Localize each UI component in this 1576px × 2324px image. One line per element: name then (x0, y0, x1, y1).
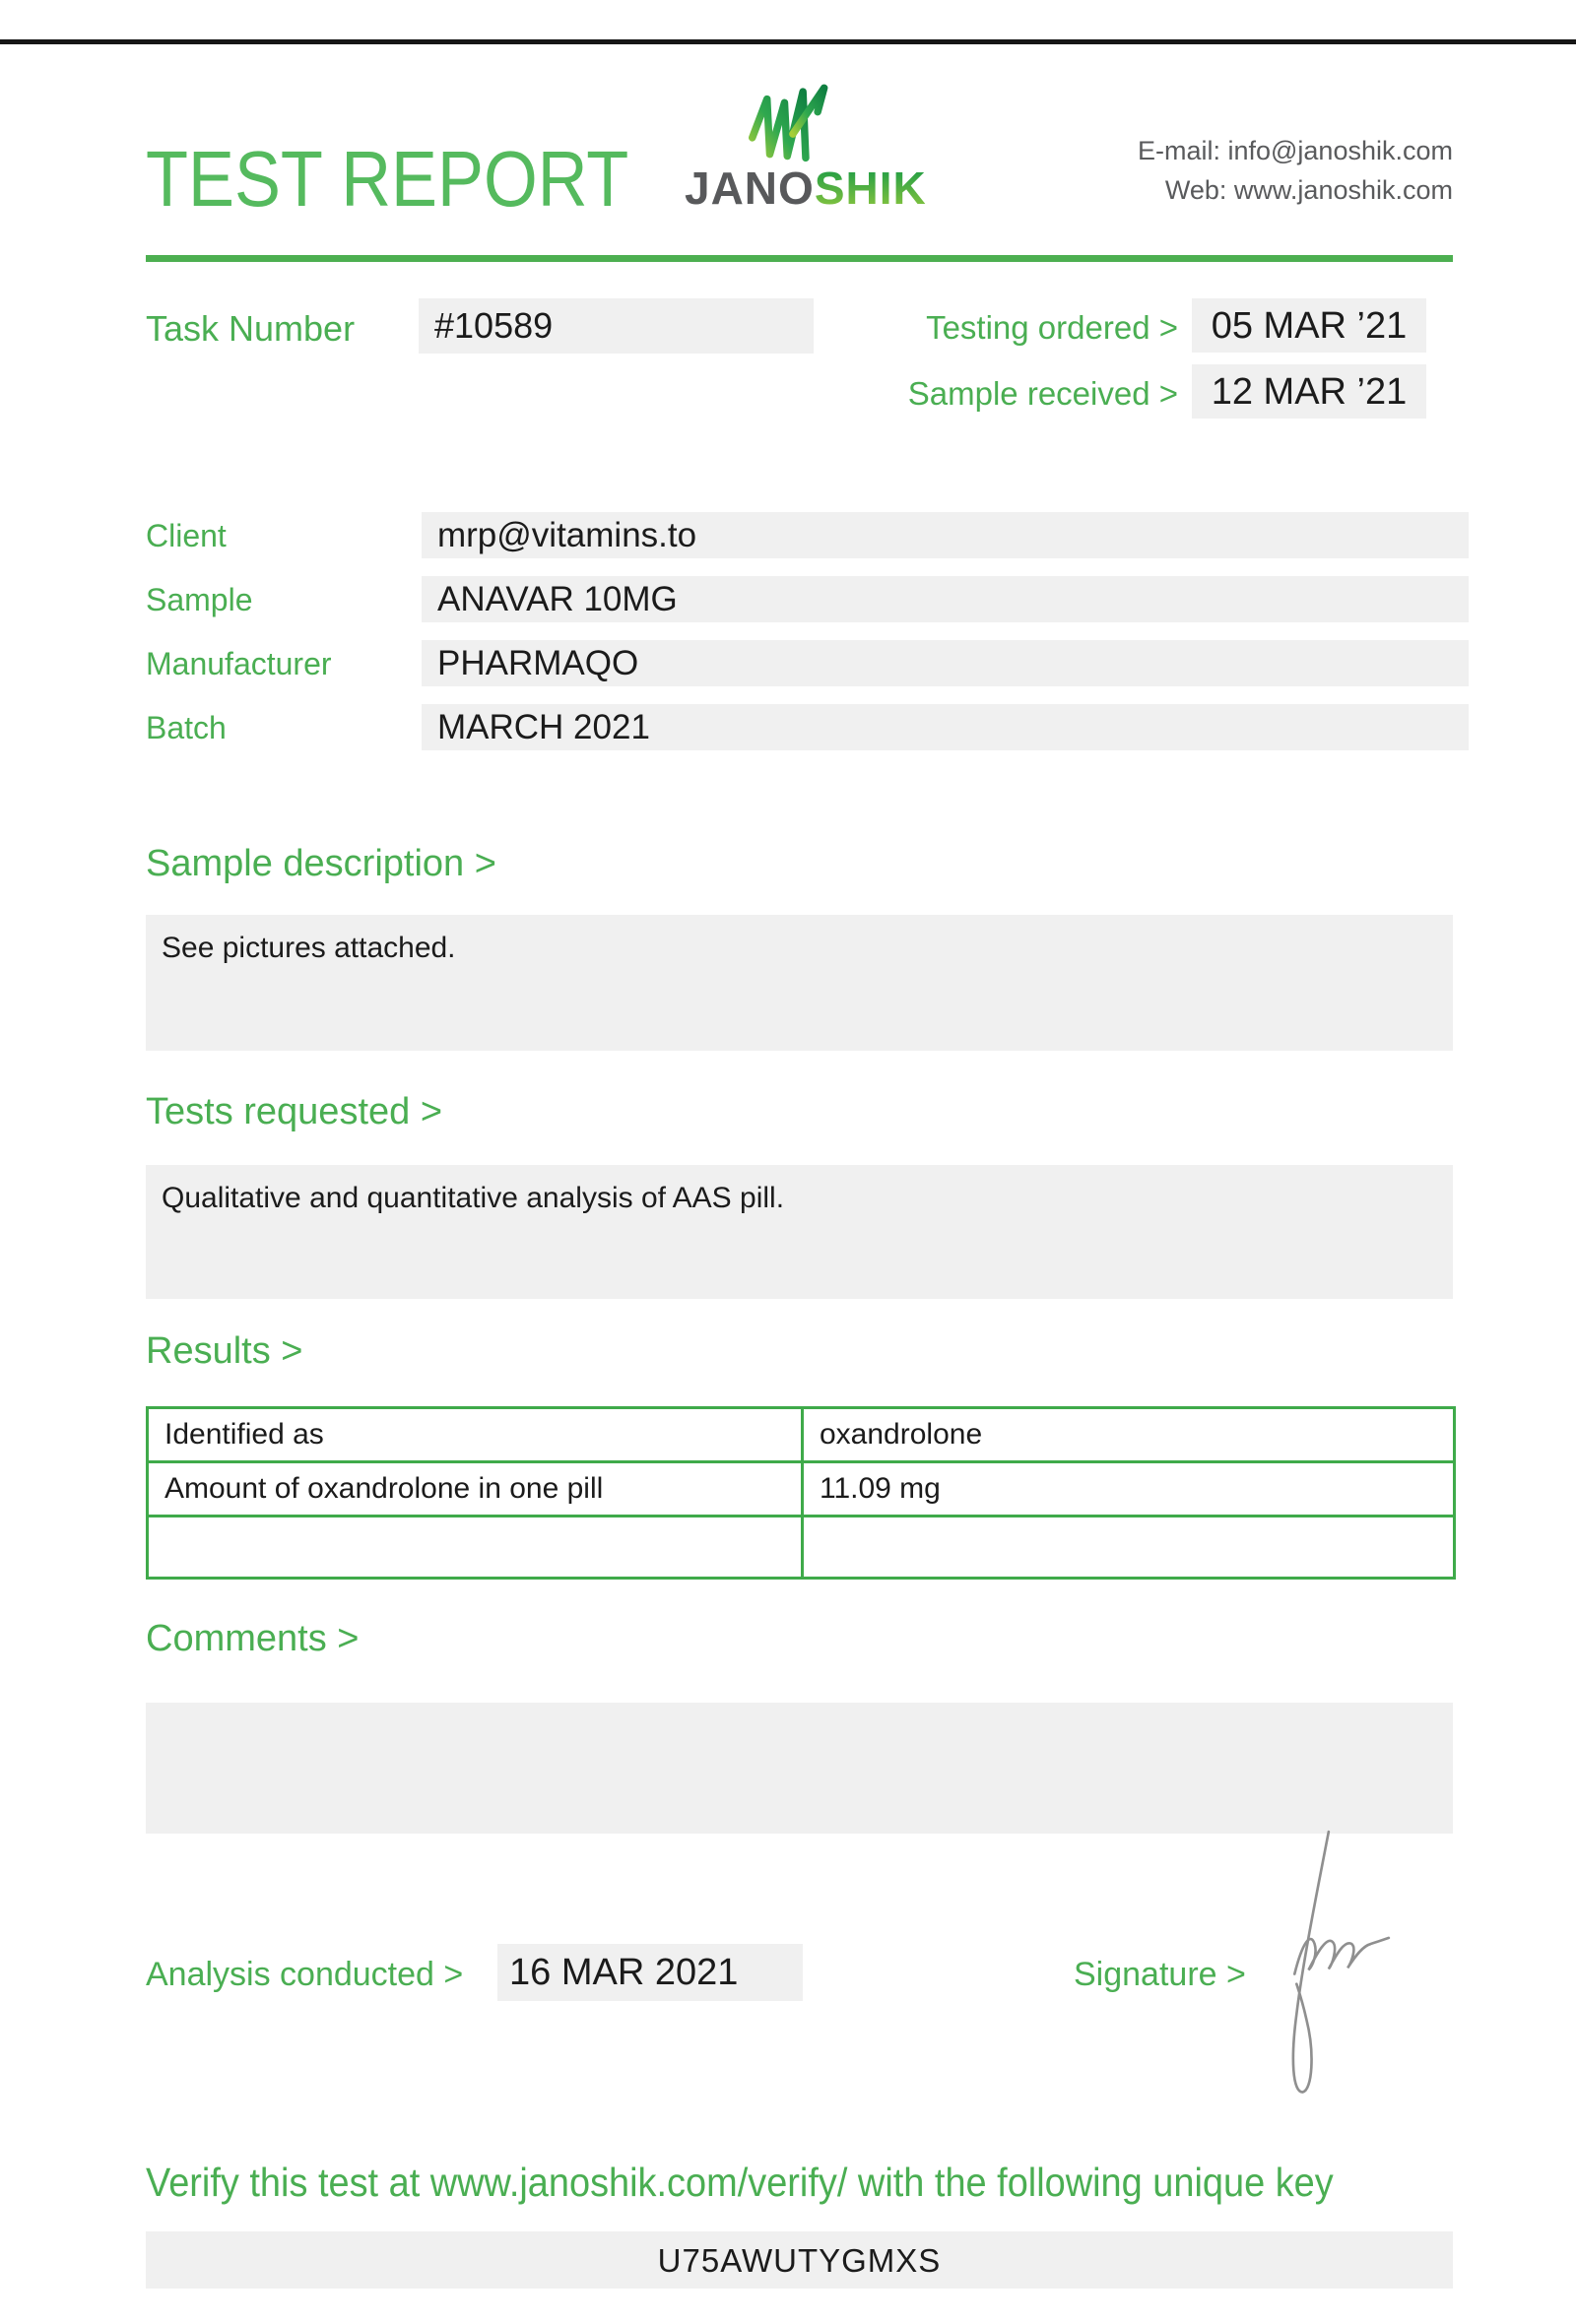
verify-key-field: U75AWUTYGMXS (146, 2231, 1453, 2289)
contact-web: Web: www.janoshik.com (1164, 175, 1453, 205)
sample-received-field: 12 MAR ’21 (1192, 364, 1426, 419)
testing-ordered-field: 05 MAR ’21 (1192, 298, 1426, 353)
comments-heading: Comments > (146, 1618, 360, 1659)
results-cell-value: oxandrolone (803, 1408, 1455, 1462)
page-top-edge-line (0, 39, 1576, 44)
sample-description-heading: Sample description > (146, 843, 496, 884)
manufacturer-field: PHARMAQO (422, 640, 1469, 686)
wordmark-shik: SHIK (814, 162, 927, 214)
results-row-empty (148, 1517, 1455, 1579)
analysis-date-field: 16 MAR 2021 (497, 1944, 803, 2001)
contact-email: E-mail: info@janoshik.com (1137, 136, 1453, 165)
results-cell-value (803, 1517, 1455, 1579)
results-cell-value: 11.09 mg (803, 1462, 1455, 1517)
results-cell-name: Identified as (148, 1408, 803, 1462)
batch-field: MARCH 2021 (422, 704, 1469, 750)
client-label: Client (146, 518, 227, 553)
janoshik-wordmark (685, 162, 927, 214)
client-field: mrp@vitamins.to (422, 512, 1469, 558)
tests-requested-heading: Tests requested > (146, 1091, 443, 1132)
tests-requested-box: Qualitative and quantitative analysis of AAS pill. (146, 1165, 1453, 1299)
results-table (146, 1406, 1456, 1580)
results-row-identified (148, 1408, 1455, 1462)
signature-image (1273, 1824, 1401, 2124)
task-number-label: Task Number (146, 308, 356, 349)
batch-label: Batch (146, 710, 227, 745)
verify-instruction: Verify this test at www.janoshik.com/verify/ with the following unique key (146, 2160, 1334, 2205)
sample-label: Sample (146, 582, 253, 617)
results-heading: Results > (146, 1330, 303, 1372)
manufacturer-label: Manufacturer (146, 646, 332, 681)
wordmark-jano: JANO (685, 162, 815, 214)
testing-ordered-label: Testing ordered > (926, 309, 1178, 346)
results-cell-name: Amount of oxandrolone in one pill (148, 1462, 803, 1517)
sample-received-label: Sample received > (907, 375, 1178, 412)
header-divider (146, 255, 1453, 262)
janoshik-logo-icon (744, 79, 838, 168)
analysis-conducted-label: Analysis conducted > (146, 1956, 464, 1993)
sample-description-box: See pictures attached. (146, 915, 1453, 1051)
page-title: TEST REPORT (146, 135, 629, 223)
signature-label: Signature > (1074, 1956, 1246, 1993)
sample-field: ANAVAR 10MG (422, 576, 1469, 622)
comments-box (146, 1703, 1453, 1834)
contact-block (1138, 131, 1453, 210)
task-number-field: #10589 (419, 298, 814, 354)
results-cell-name (148, 1517, 803, 1579)
results-row-amount (148, 1462, 1455, 1517)
